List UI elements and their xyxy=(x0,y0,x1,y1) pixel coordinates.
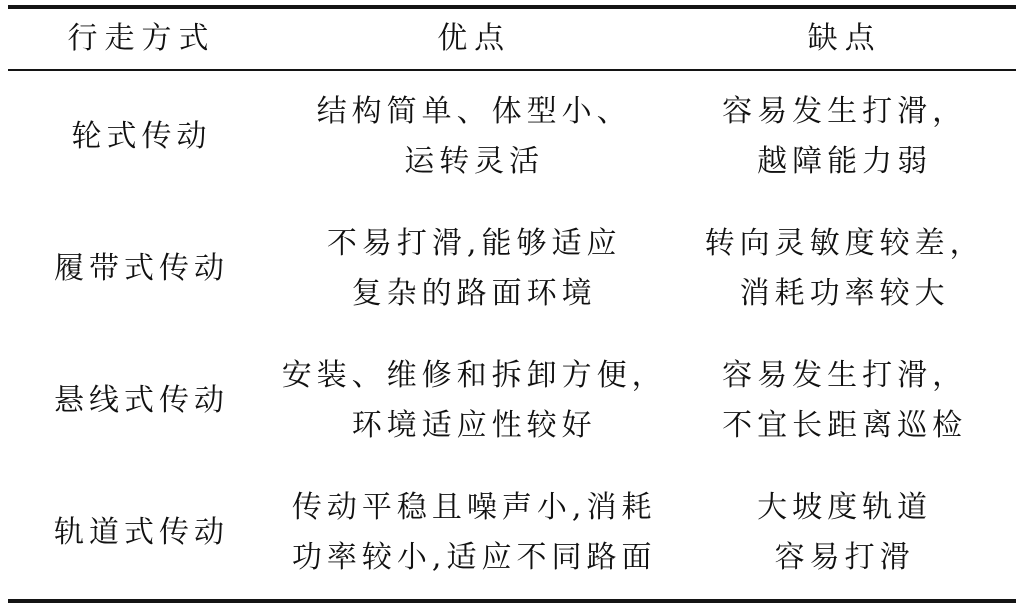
cell-method: 履带式传动 xyxy=(54,251,230,286)
cell-cons xyxy=(673,219,1016,319)
cell-method: 悬线式传动 xyxy=(54,383,230,418)
cell-pros-line1: 安装、维修和拆卸方便， xyxy=(281,358,667,393)
table-row-wheeled xyxy=(8,71,1016,203)
cell-cons-line1: 容易发生打滑， xyxy=(722,94,968,129)
cell-cons xyxy=(673,87,1016,187)
cell-cons-line2: 不宜长距离巡检 xyxy=(722,408,968,443)
cell-pros-line2: 功率较小,适应不同路面 xyxy=(291,540,657,575)
cell-method: 轮式传动 xyxy=(71,119,212,154)
cell-cons-line2: 容易打滑 xyxy=(774,540,915,575)
cell-pros-line1: 不易打滑,能够适应 xyxy=(326,226,622,261)
locomotion-comparison-table xyxy=(8,5,1016,603)
table-row-suspended-wire xyxy=(8,335,1016,467)
cell-cons-line1: 容易发生打滑， xyxy=(722,358,968,393)
cell-cons xyxy=(673,483,1016,583)
cell-pros-line1: 结构简单、体型小、 xyxy=(316,94,632,129)
table-header-row xyxy=(8,9,1016,69)
cell-cons-line2: 越障能力弱 xyxy=(757,144,933,179)
column-header-method: 行走方式 xyxy=(67,21,216,56)
cell-cons xyxy=(673,351,1016,451)
cell-pros-line2: 运转灵活 xyxy=(404,144,545,179)
cell-cons-line2: 消耗功率较大 xyxy=(739,276,950,311)
cell-pros-line2: 环境适应性较好 xyxy=(351,408,597,443)
cell-pros-line1: 传动平稳且噪声小,消耗 xyxy=(291,490,657,525)
column-header-pros: 优点 xyxy=(437,21,512,56)
cell-pros-line2: 复杂的路面环境 xyxy=(351,276,597,311)
cell-pros xyxy=(275,483,673,583)
cell-method: 轨道式传动 xyxy=(54,515,230,550)
cell-pros xyxy=(275,87,673,187)
table-bottom-rule xyxy=(8,599,1016,603)
cell-cons-line1: 转向灵敏度较差， xyxy=(704,226,985,261)
column-header-cons: 缺点 xyxy=(807,21,882,56)
cell-cons-line1: 大坡度轨道 xyxy=(757,490,933,525)
cell-pros xyxy=(275,219,673,319)
table-row-rail xyxy=(8,467,1016,599)
cell-pros xyxy=(275,351,673,451)
table-row-tracked xyxy=(8,203,1016,335)
